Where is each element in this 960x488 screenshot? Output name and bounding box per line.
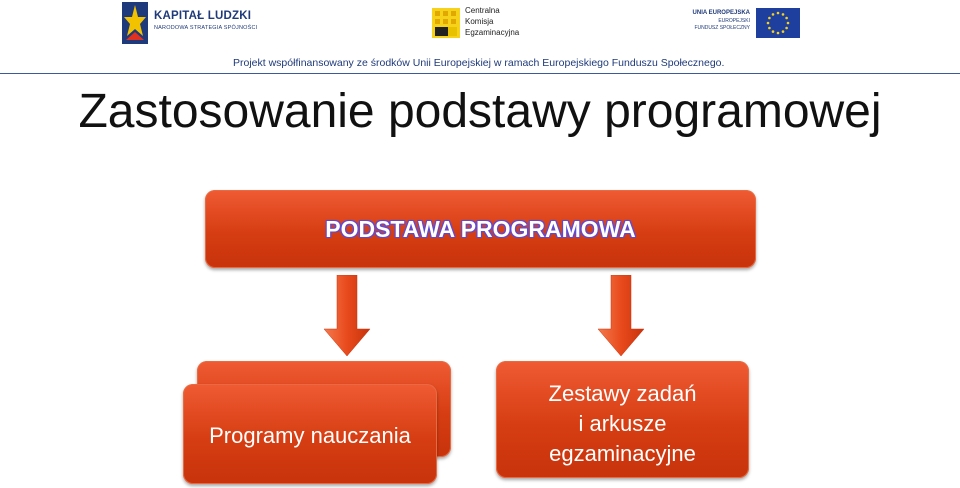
ue-line-1: UNIA EUROPEJSKA — [692, 10, 750, 16]
ue-logo — [688, 8, 800, 38]
zestawy-zadan-line-1: Zestawy zadań — [548, 381, 697, 406]
cke-line-2: Komisja — [465, 17, 494, 26]
ue-line-3: FUNDUSZ SPOŁECZNY — [694, 25, 750, 31]
podstawa-programowa-label: PODSTAWA PROGRAMOWA — [325, 216, 636, 242]
zestawy-zadan-box — [496, 361, 749, 478]
podstawa-programowa-box — [205, 190, 756, 268]
down-arrow-left-icon — [323, 275, 371, 357]
kapital-ludzki-logo — [122, 2, 262, 46]
kapital-ludzki-title: KAPITAŁ LUDZKI — [154, 10, 252, 22]
cke-line-1: Centralna — [465, 6, 500, 15]
zestawy-zadan-line-2: i arkusze — [578, 410, 667, 436]
programy-nauczania-label: Programy nauczania — [209, 423, 411, 448]
cke-line-3: Egzaminacyjna — [465, 28, 520, 37]
zestawy-zadan-label — [496, 379, 749, 469]
eu-flag-icon — [756, 8, 800, 38]
project-funding-text: Projekt współfinansowany ze środków Unii Europejskiej w ramach Europejskiego Funduszu Społecznego. — [233, 57, 725, 69]
kapital-ludzki-subtitle: NARODOWA STRATEGIA SPÓJNOŚCI — [154, 25, 258, 31]
cke-mark-icon — [432, 8, 460, 38]
zestawy-zadan-line-3: egzaminacyjne — [549, 440, 696, 466]
kapital-ludzki-star-icon — [122, 2, 148, 44]
down-arrow-right-icon — [597, 275, 645, 357]
ue-line-2: EUROPEJSKI — [718, 18, 750, 24]
programy-nauczania-box — [183, 384, 437, 484]
header-divider — [0, 73, 960, 74]
slide-title: Zastosowanie podstawy programowej — [78, 85, 882, 138]
cke-logo — [432, 6, 532, 40]
